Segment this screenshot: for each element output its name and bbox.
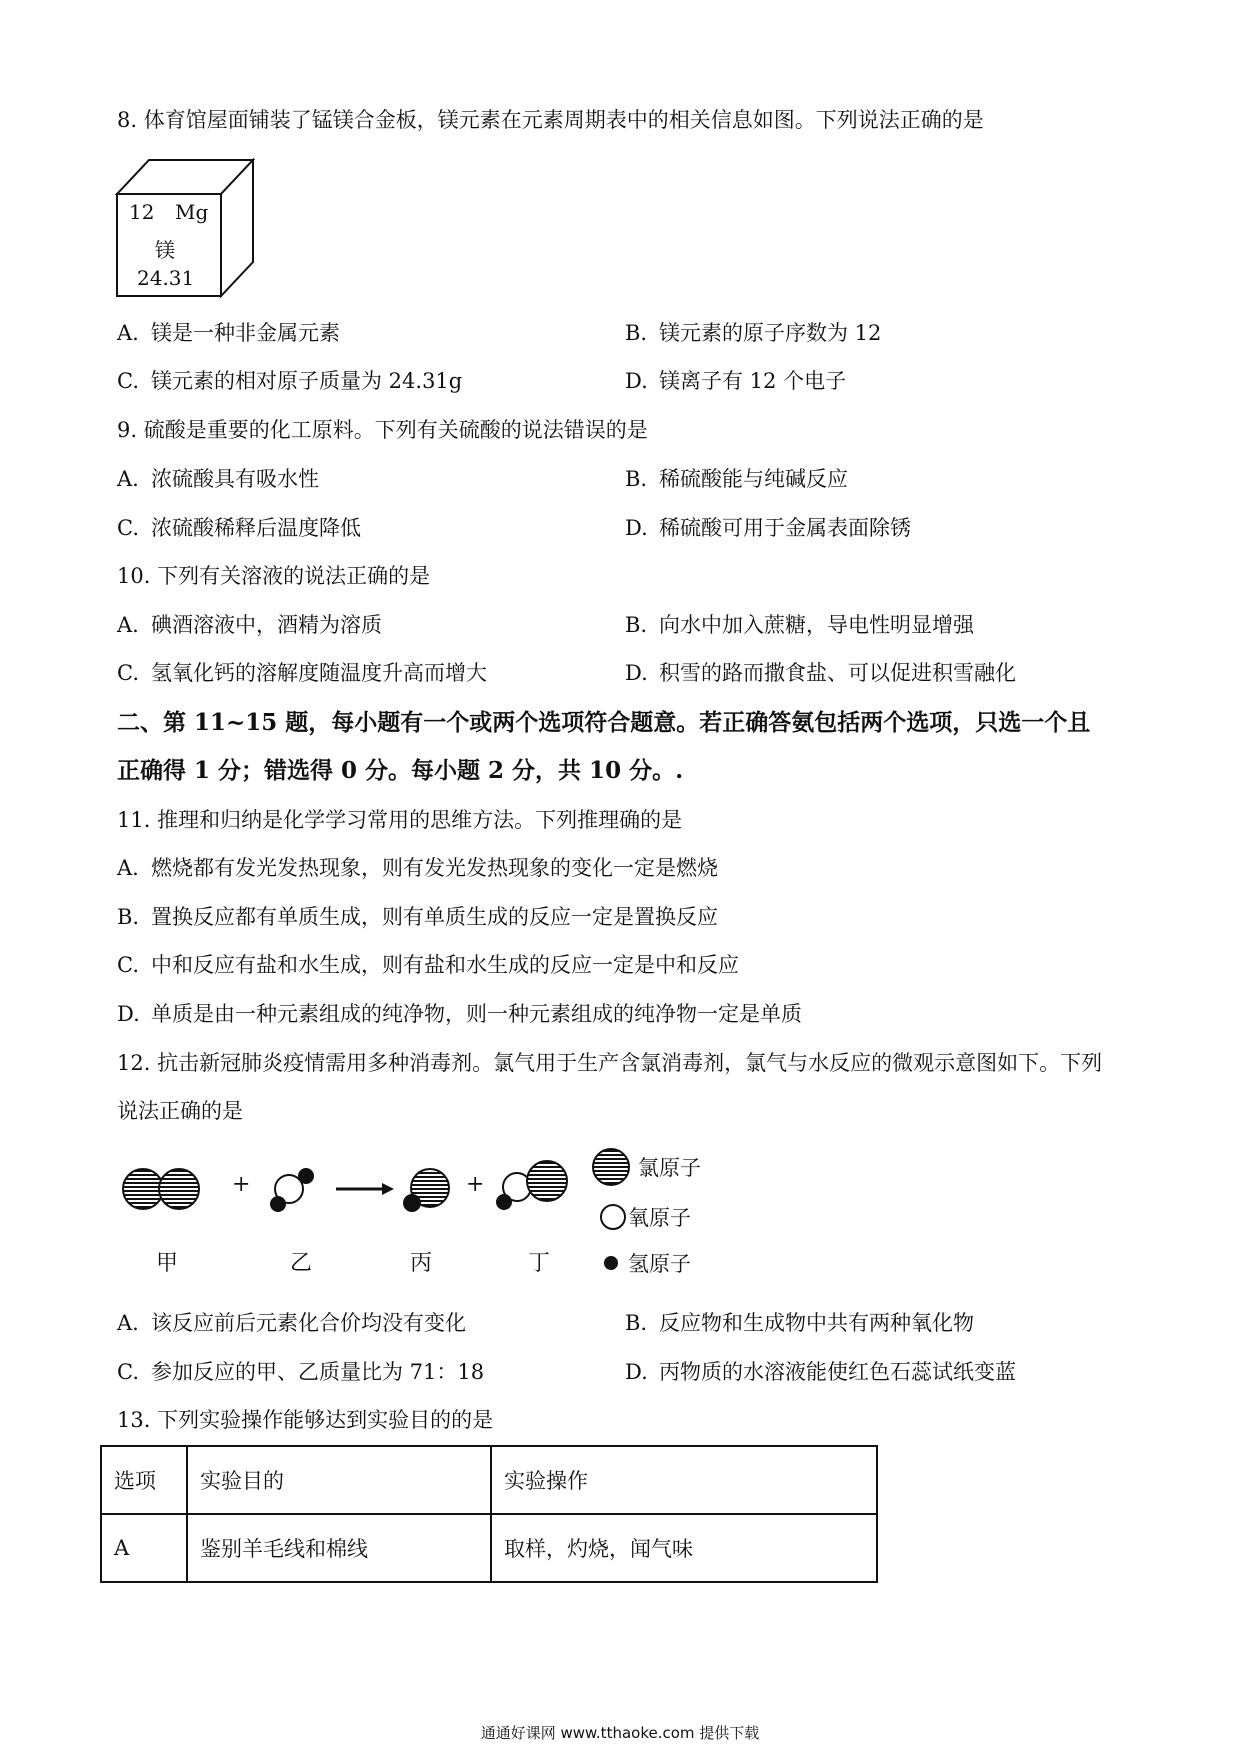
cell-option: A [101,1514,187,1582]
element-name: 镁 [155,238,175,262]
legend-chlorine-icon [592,1148,630,1186]
q10-option-a: A. 碘酒溶液中，酒精为溶质 [117,613,382,637]
table-header-row [101,1446,877,1514]
legend-chlorine: 氯原子 [638,1156,701,1180]
q10-stem: 10. 下列有关溶液的说法正确的是 [117,564,431,588]
label-bing: 丙 [410,1251,433,1276]
legend-oxygen: 氧原子 [628,1206,691,1230]
q12-option-a: A. 该反应前后元素化合价均没有变化 [117,1311,466,1335]
q8-option-c: C. 镁元素的相对原子质量为 24.31g [117,369,463,393]
section-2-heading-line2: 正确得 1 分；错选得 0 分。每小题 2 分，共 10 分。. [117,757,684,784]
q12-stem-line2: 说法正确的是 [117,1099,243,1123]
header-purpose: 实验目的 [187,1446,491,1514]
label-yi: 乙 [290,1251,313,1276]
q12-option-d: D. 丙物质的水溶液能使红色石蕊试纸变蓝 [625,1360,1016,1384]
q11-option-a: A. 燃烧都有发光发热现象，则有发光发热现象的变化一定是燃烧 [117,856,718,880]
q9-option-a: A. 浓硫酸具有吸水性 [117,467,319,491]
q12-option-b: B. 反应物和生成物中共有两种氧化物 [625,1311,974,1335]
q9-option-c: C. 浓硫酸稀释后温度降低 [117,516,361,540]
q11-option-b: B. 置换反应都有单质生成，则有单质生成的反应一定是置换反应 [117,905,718,929]
q8-stem: 8. 体育馆屋面铺装了锰镁合金板，镁元素在元素周期表中的相关信息如图。下列说法正确的是 [117,108,984,132]
section-2-heading-line1: 二、第 11~15 题，每小题有一个或两个选项符合题意。若正确答氨包括两个选项，只选一个且 [117,709,1091,736]
q8-option-b: B. 镁元素的原子序数为 12 [625,321,882,345]
q11-option-c: C. 中和反应有盐和水生成，则有盐和水生成的反应一定是中和反应 [117,953,739,977]
q9-option-b: B. 稀硫酸能与纯碱反应 [625,467,848,491]
q8-option-a: A. 镁是一种非金属元素 [117,321,340,345]
q11-option-d: D. 单质是由一种元素组成的纯净物，则一种元素组成的纯净物一定是单质 [117,1002,802,1026]
header-operation: 实验操作 [491,1446,877,1514]
label-jia: 甲 [156,1251,179,1276]
q9-option-d: D. 稀硫酸可用于金属表面除锈 [625,516,911,540]
q9-stem: 9. 硫酸是重要的化工原料。下列有关硫酸的说法错误的是 [117,418,648,442]
q10-option-d: D. 积雪的路而撒食盐、可以促进积雪融化 [625,661,1016,685]
cell-purpose: 鉴别羊毛线和棉线 [187,1514,491,1582]
q8-option-d: D. 镁离子有 12 个电子 [625,369,847,393]
hydrogen-atom [298,1168,314,1184]
element-number: 12 [129,200,155,224]
hydrogen-atom [403,1194,421,1212]
label-ding: 丁 [528,1251,551,1276]
legend-hydrogen: 氢原子 [628,1252,691,1276]
hydrogen-atom [270,1196,286,1212]
q12-option-c: C. 参加反应的甲、乙质量比为 71：18 [117,1360,485,1384]
plus-sign: + [466,1172,485,1197]
hydrogen-atom [496,1194,512,1210]
legend-oxygen-icon [600,1204,626,1230]
q10-option-b: B. 向水中加入蔗糖，导电性明显增强 [625,613,974,637]
chlorine-water-reaction-diagram [120,1148,740,1288]
reaction-arrow [336,1182,396,1196]
q11-stem: 11. 推理和归纳是化学学习常用的思维方法。下列推理确的是 [117,808,683,832]
plus-sign: + [232,1172,251,1197]
element-mass: 24.31 [137,266,195,290]
header-option: 选项 [101,1446,187,1514]
q13-stem: 13. 下列实验操作能够达到实验目的的是 [117,1408,494,1432]
chlorine-atom [158,1168,200,1210]
page-footer: 通通好课网 www.tthaoke.com 提供下载 [480,1724,760,1742]
q10-option-c: C. 氢氧化钙的溶解度随温度升高而增大 [117,661,487,685]
chlorine-atom [526,1160,568,1202]
element-symbol: Mg [175,200,209,224]
cell-operation: 取样，灼烧，闻气味 [491,1514,877,1582]
legend-hydrogen-icon [604,1256,618,1270]
experiment-table [100,1445,878,1583]
table-row [101,1514,877,1582]
q12-stem-line1: 12. 抗击新冠肺炎疫情需用多种消毒剂。氯气用于生产含氯消毒剂，氯气与水反应的微观示意图如下。下列 [117,1051,1103,1075]
